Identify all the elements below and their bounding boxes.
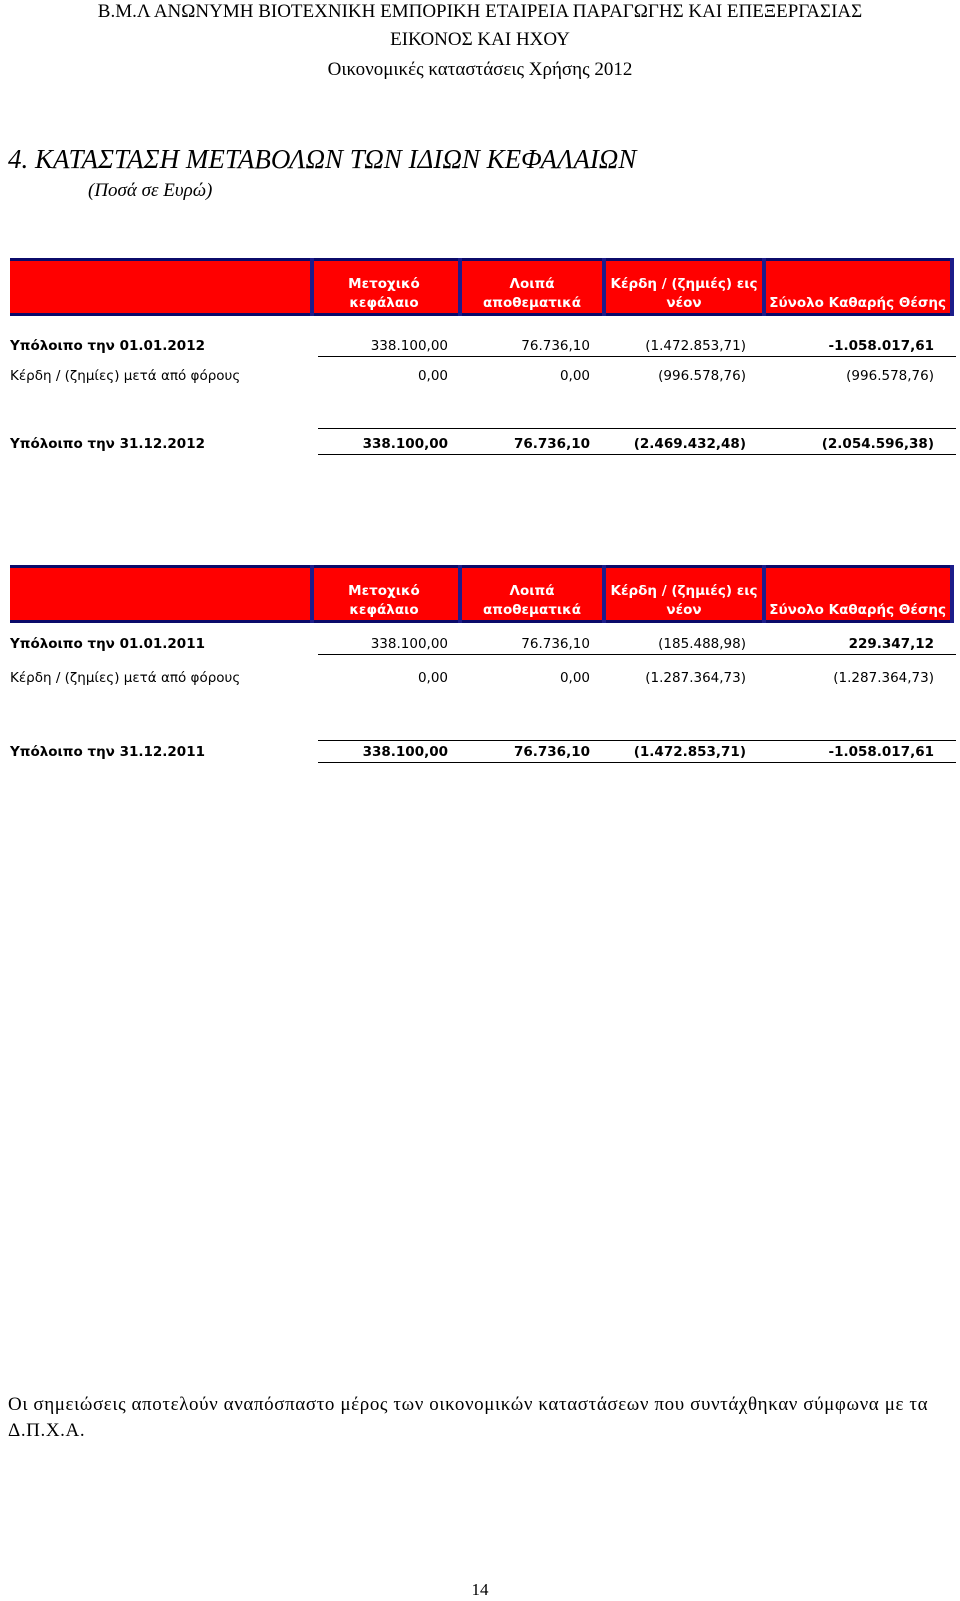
section-subtitle: (Ποσά σε Ευρώ) (88, 180, 213, 201)
value-share-capital: 338.100,00 (362, 436, 448, 452)
value-retained-earnings: (185.488,98) (658, 636, 746, 652)
value-share-capital: 0,00 (417, 368, 448, 384)
company-name-line-1: Β.Μ.Λ ΑΝΩΝΥΜΗ ΒΙΟΤΕΧΝΙΚΗ ΕΜΠΟΡΙΚΗ ΕΤΑΙΡΕΙΑ ΠΑΡΑΓΩΓΗΣ ΚΑΙ ΕΠΕΞΕΡΓΑΣΙΑΣ (97, 1, 863, 22)
value-other-reserves: 0,00 (559, 368, 590, 384)
col-header-total-equity: Σύνολο Καθαρής Θέσης (769, 295, 946, 311)
underline (318, 762, 956, 763)
value-total-equity: (2.054.596,38) (821, 436, 934, 452)
row-label: Υπόλοιπο την 01.01.2012 (10, 338, 205, 354)
report-title: Οικονομικές καταστάσεις Χρήσης 2012 (327, 59, 633, 80)
value-share-capital: 0,00 (417, 670, 448, 686)
value-total-equity: (996.578,76) (846, 368, 934, 384)
underline (318, 428, 956, 429)
col-header-retained-earnings: Κέρδη / (ζημιές) εις νέον (610, 583, 758, 618)
value-total-equity: 229.347,12 (848, 636, 934, 652)
table-header-2011 (10, 565, 954, 623)
underline (318, 740, 956, 741)
value-share-capital: 338.100,00 (370, 636, 448, 652)
value-retained-earnings: (1.287.364,73) (645, 670, 746, 686)
value-other-reserves: 76.736,10 (521, 636, 590, 652)
value-retained-earnings: (2.469.432,48) (633, 436, 746, 452)
row-label: Κέρδη / (ζημίες) μετά από φόρους (10, 368, 241, 384)
value-other-reserves: 0,00 (559, 670, 590, 686)
row-label: Υπόλοιπο την 01.01.2011 (10, 636, 205, 652)
value-other-reserves: 76.736,10 (513, 436, 590, 452)
value-share-capital: 338.100,00 (362, 744, 448, 760)
value-total-equity: -1.058.017,61 (828, 338, 934, 354)
value-other-reserves: 76.736,10 (513, 744, 590, 760)
page-number: 14 (471, 1580, 489, 1599)
value-total-equity: (1.287.364,73) (833, 670, 934, 686)
col-header-share-capital: Μετοχικό κεφάλαιο (348, 276, 420, 311)
value-retained-earnings: (1.472.853,71) (633, 744, 746, 760)
table-row (0, 368, 960, 390)
underline (318, 654, 956, 655)
col-header-other-reserves: Λοιπά αποθεματικά (483, 276, 581, 311)
col-header-share-capital: Μετοχικό κεφάλαιο (348, 583, 420, 618)
value-retained-earnings: (996.578,76) (658, 368, 746, 384)
value-total-equity: -1.058.017,61 (828, 744, 934, 760)
table-header-2012 (10, 258, 954, 316)
company-name-line-2: ΕΙΚΟΝΟΣ ΚΑΙ ΗΧΟΥ (390, 29, 570, 50)
col-header-total-equity: Σύνολο Καθαρής Θέσης (769, 602, 946, 618)
row-label: Υπόλοιπο την 31.12.2012 (10, 436, 205, 452)
value-share-capital: 338.100,00 (370, 338, 448, 354)
value-other-reserves: 76.736,10 (521, 338, 590, 354)
value-retained-earnings: (1.472.853,71) (645, 338, 746, 354)
row-label: Υπόλοιπο την 31.12.2011 (10, 744, 205, 760)
underline (318, 454, 956, 455)
col-header-other-reserves: Λοιπά αποθεματικά (483, 583, 581, 618)
footnote: Οι σημειώσεις αποτελούν αναπόσπαστο μέρος των οικονομικών καταστάσεων που συντάχθηκαν σύμφωνα με τα Δ.Π.Χ.Α. (8, 1394, 929, 1441)
underline (318, 356, 956, 357)
col-header-retained-earnings: Κέρδη / (ζημιές) εις νέον (610, 276, 758, 311)
section-title: 4. ΚΑΤΑΣΤΑΣΗ ΜΕΤΑΒΟΛΩΝ ΤΩΝ ΙΔΙΩΝ ΚΕΦΑΛΑΙΩΝ (8, 144, 637, 174)
table-row (0, 670, 960, 692)
row-label: Κέρδη / (ζημίες) μετά από φόρους (10, 670, 241, 686)
